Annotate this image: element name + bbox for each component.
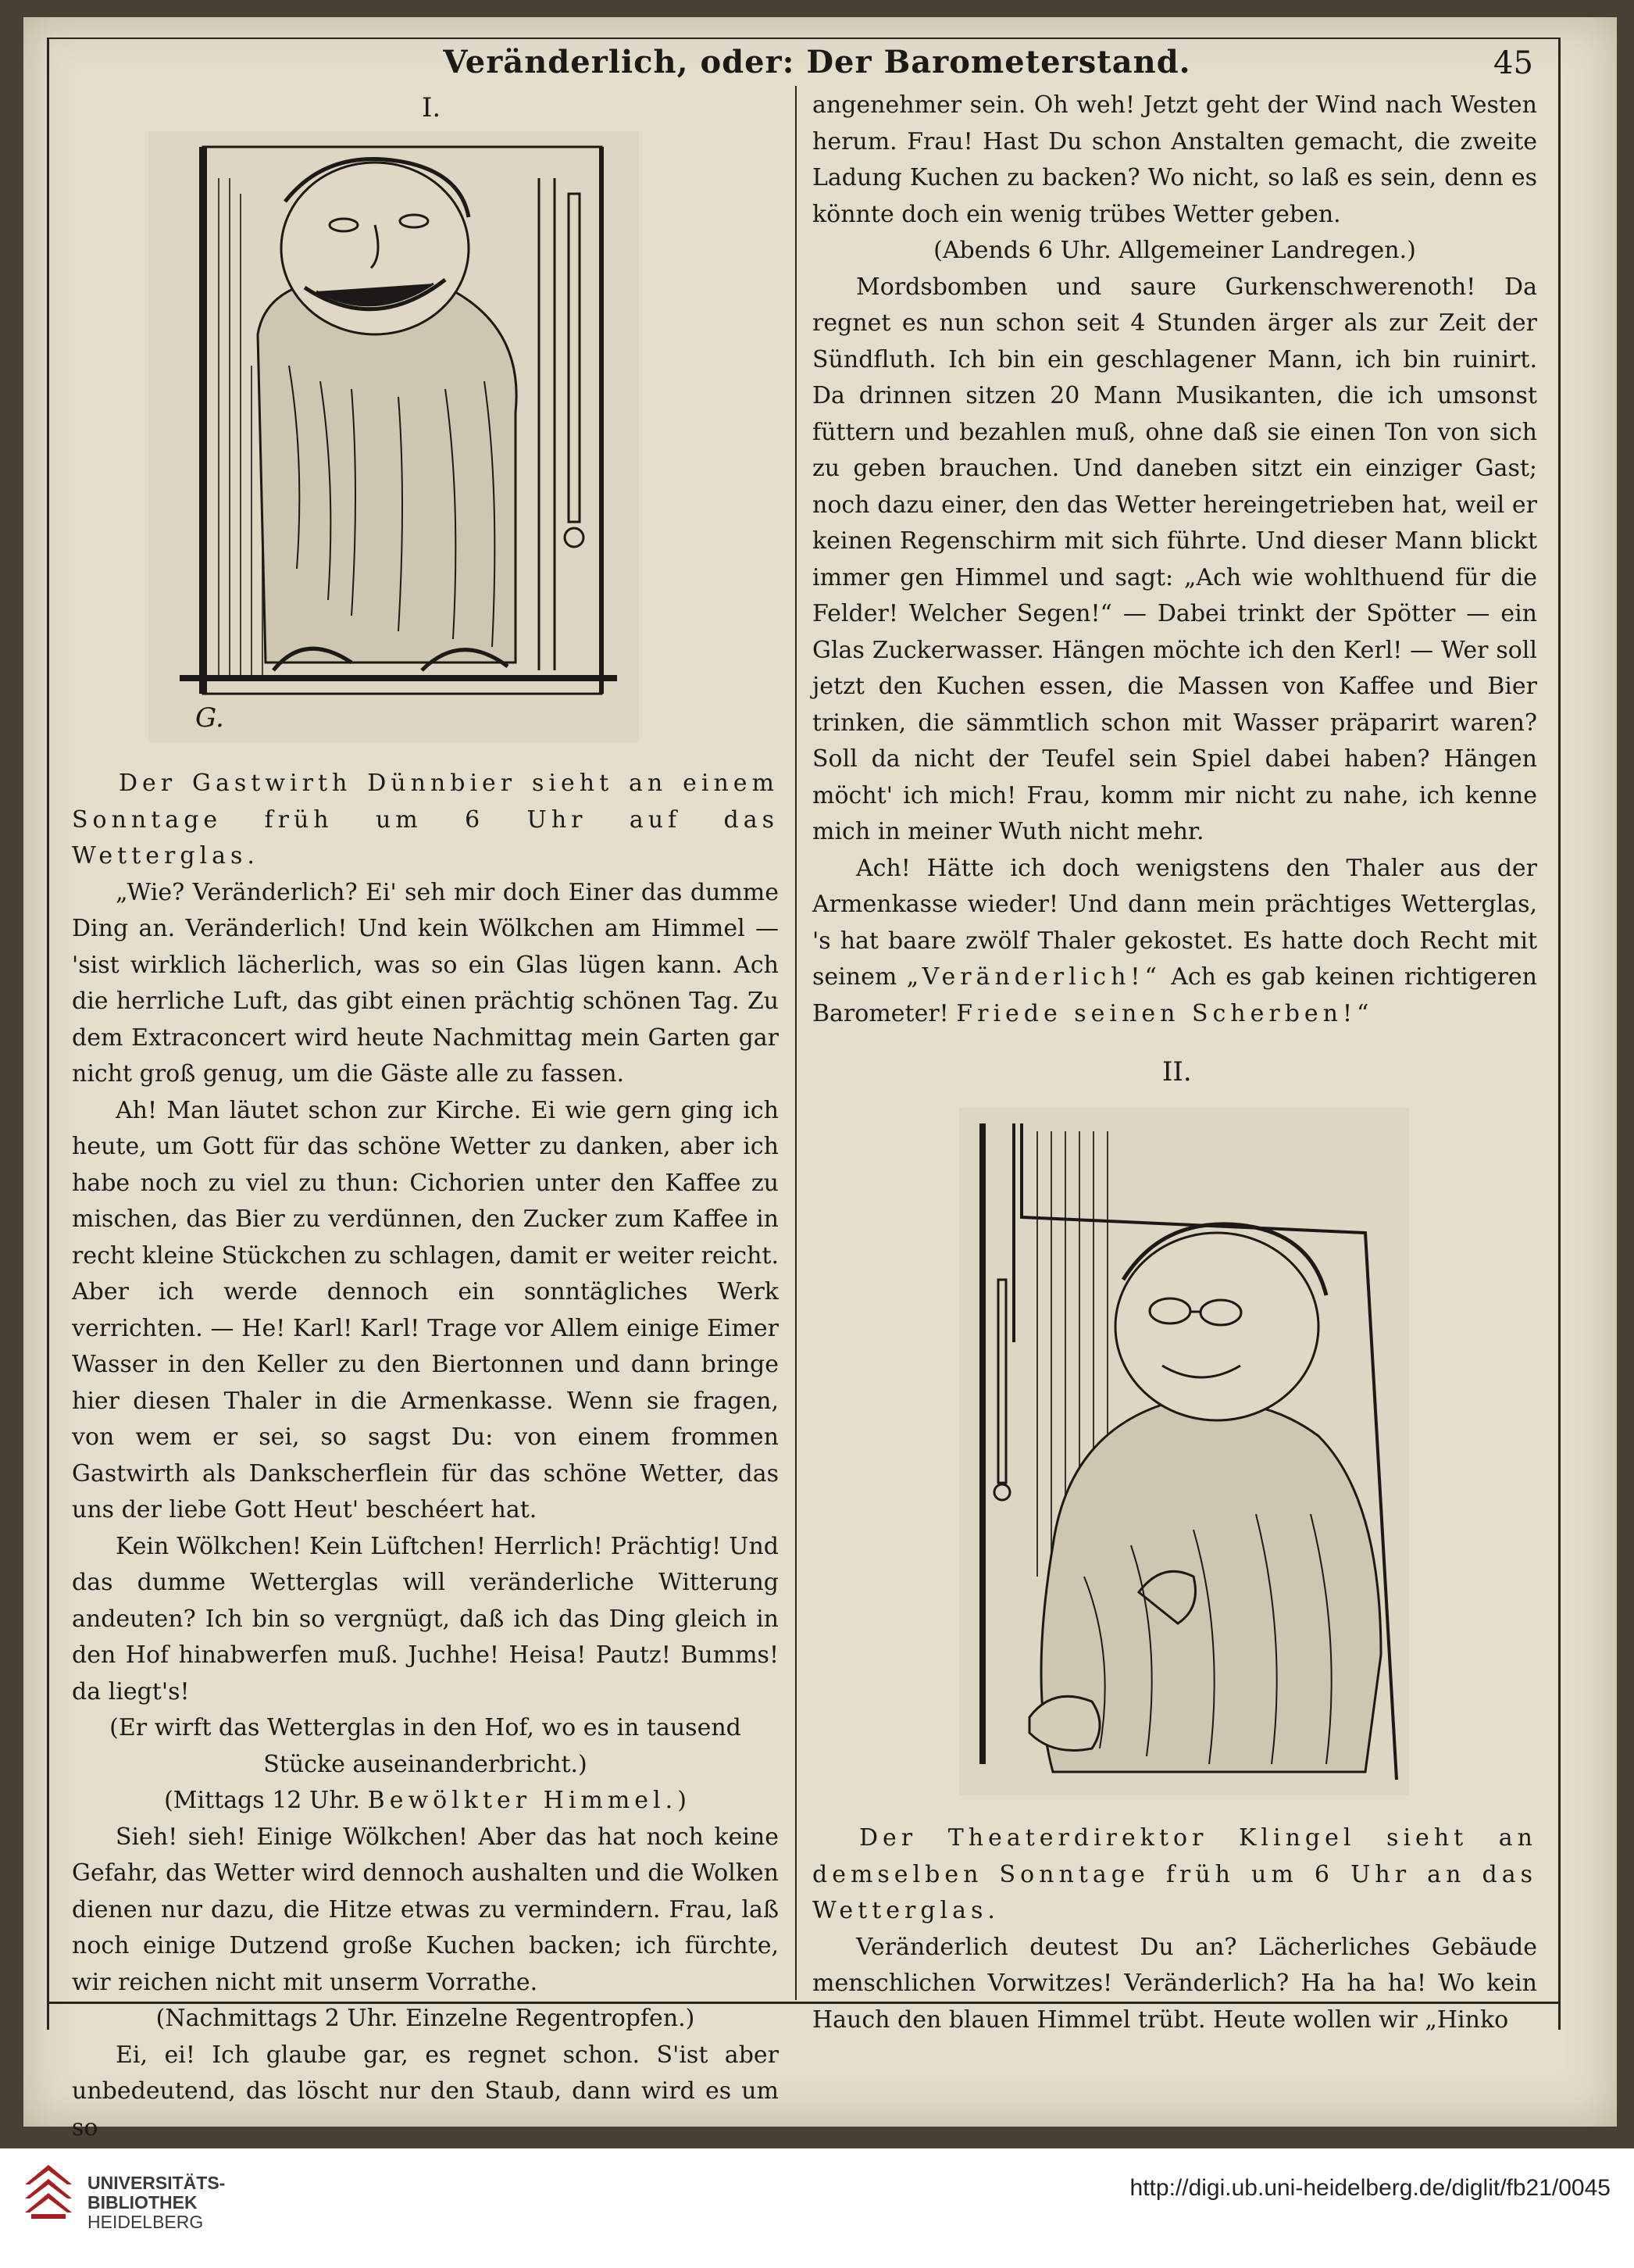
illustration-innkeeper xyxy=(148,131,639,742)
illustration-theatre-director xyxy=(959,1108,1409,1795)
stage-direction: (Nachmittags 2 Uhr. Einzelne Regentropfen.) xyxy=(155,2005,695,2032)
caption-theatre-director: Der Theaterdirektor Klingel sieht an demselben Sonntage früh um 6 Uhr an das Wetterglas. xyxy=(812,1824,1537,1924)
section-number-i: I. xyxy=(422,92,441,123)
stage-direction: (Mittags 12 Uhr. Bewölkter Himmel.) xyxy=(164,1787,687,1814)
right-column xyxy=(812,88,1537,1032)
footer-bar xyxy=(0,2148,1634,2268)
paragraph: Ei, ei! Ich glaube gar, es regnet schon. S'ist aber unbedeutend, das löscht nur den Staub, dann wird es um so xyxy=(72,2041,779,2141)
paragraph: Kein Wölkchen! Kein Lüftchen! Herrlich! Prächtig! Und das dumme Wetterglas will veränderliche Witterung andeuten? Ich bin so vergnügt, daß ich das Ding gleich in den Hof hinabwerfen muß. Juchhe! Heisa! Pautz! Bumms! da liegt's! xyxy=(72,1532,779,1705)
caption-innkeeper: Der Gastwirth Dünnbier sieht an einem Sonntage früh um 6 Uhr auf das Wetterglas. xyxy=(72,770,779,870)
left-column xyxy=(72,766,779,2146)
section-number-ii: II. xyxy=(1162,1056,1192,1088)
library-name: UNIVERSITÄTS- BIBLIOTHEK HEIDELBERG xyxy=(87,2173,226,2232)
paragraph: Ah! Man läutet schon zur Kirche. Ei wie gern ging ich heute, um Gott für das schöne Wetter zu danken, aber ich habe noch zu viel zu thun: Cichorien unter den Kaffee zu mischen, das Bier zu verdünnen, den Zucker zum Kaffee in recht kleine Stückchen zu schlagen, damit er weiter reicht. Aber ich werde dennoch ein sonntägliches Werk verrichten. — He! Karl! Karl! Trage vor Allem einige Eimer Wasser in den Keller zu den Biertonnen und dann bringe hier diesen Thaler in die Armenkasse. Wenn sie fragen, von wem er sei, so sagst Du: von einem frommen Gastwirth als Dankscherflein für das schöne Wetter, das uns der liebe Gott Heut' beschéert hat. xyxy=(72,1096,779,1523)
stage-direction: (Abends 6 Uhr. Allgemeiner Landregen.) xyxy=(933,237,1416,264)
library-logo-icon xyxy=(17,2158,80,2247)
page-title: Veränderlich, oder: Der Barometerstand. xyxy=(443,44,1191,80)
paragraph: Ach! Hätte ich doch wenigstens den Thaler aus der Armenkasse wieder! Und dann mein prächtiges Wetterglas, 's hat baare zwölf Thaler gekostet. Es hatte doch Recht mit seinem „Veränderlich!“ Ach es gab keinen richtigeren Barometer! Friede seinen Scherben!“ xyxy=(812,854,1537,1027)
paragraph: Veränderlich deutest Du an? Lächerliches Gebäude menschlichen Vorwitzes! Veränderlich? Ha ha ha! Wo kein Hauch den blauen Himmel trübt. Heute wollen wir „Hinko xyxy=(812,1933,1537,2034)
right-column-lower xyxy=(812,1820,1537,2038)
page-number: 45 xyxy=(1493,45,1533,81)
paragraph: angenehmer sein. Oh weh! Jetzt geht der Wind nach Westen herum. Frau! Hast Du schon Anstalten gemacht, die zweite Ladung Kuchen zu backen? Wo nicht, so laß es sein, denn es könnte doch ein wenig trübes Wetter geben. xyxy=(812,91,1537,228)
paragraph: „Wie? Veränderlich? Ei' seh mir doch Einer das dumme Ding an. Veränderlich! Und kein Wölkchen am Himmel — 'sist wirklich lächerlich, was so ein Glas lügen kann. Ach die herrliche Luft, das gibt einen prächtig schönen Tag. Zu dem Extraconcert wird heute Nachmittag mein Garten gar nicht groß genug, um die Gäste alle zu fassen. xyxy=(72,878,779,1088)
column-divider xyxy=(795,86,797,2000)
paragraph: Sieh! sieh! Einige Wölkchen! Aber das hat noch keine Gefahr, das Wetter wird dennoch aushalten und die Wolken dienen nur dazu, die Hitze etwas zu vermindern. Frau, laß noch einige Dutzend große Kuchen backen; ich fürchte, wir reichen nicht mit unserm Vorrathe. xyxy=(72,1823,779,1996)
paragraph: Mordsbomben und saure Gurkenschwerenoth! Da regnet es nun schon seit 4 Stunden ärger als zur Zeit der Sündfluth. Ich bin ein geschlagener Mann, ich bin ruinirt. Da drinnen sitzen 20 Mann Musikanten, die ich umsonst füttern und bezahlen muß, ohne daß sie einen Ton von sich zu geben brauchen. Und daneben sitzt ein einziger Gast; noch dazu einer, den das Wetter hereingetrieben hat, weil er keinen Regenschirm mit sich führte. Und dieser Mann blickt immer gen Himmel und sagt: „Ach wie wohlthuend für die Felder! Welcher Segen!“ — Dabei trinkt der Spötter — ein Glas Zuckerwasser. Hängen möchte ich den Kerl! — Wer soll jetzt den Kuchen essen, die Massen von Kaffee und Bier trinken, die sämmtlich schon mit Wasser präparirt waren? Soll da nicht der Teufel sein Spiel dabei haben? Hängen möcht' ich mich! Frau, komm mir nicht zu nahe, ich kenne mich in meiner Wuth nicht mehr. xyxy=(812,273,1537,845)
source-url-link[interactable]: http://digi.ub.uni-heidelberg.de/diglit/fb21/0045 xyxy=(1129,2175,1611,2201)
svg-text:G.: G. xyxy=(195,702,224,734)
stage-direction: (Er wirft das Wetterglas in den Hof, wo es in tausend Stücke auseinanderbricht.) xyxy=(109,1714,741,1778)
